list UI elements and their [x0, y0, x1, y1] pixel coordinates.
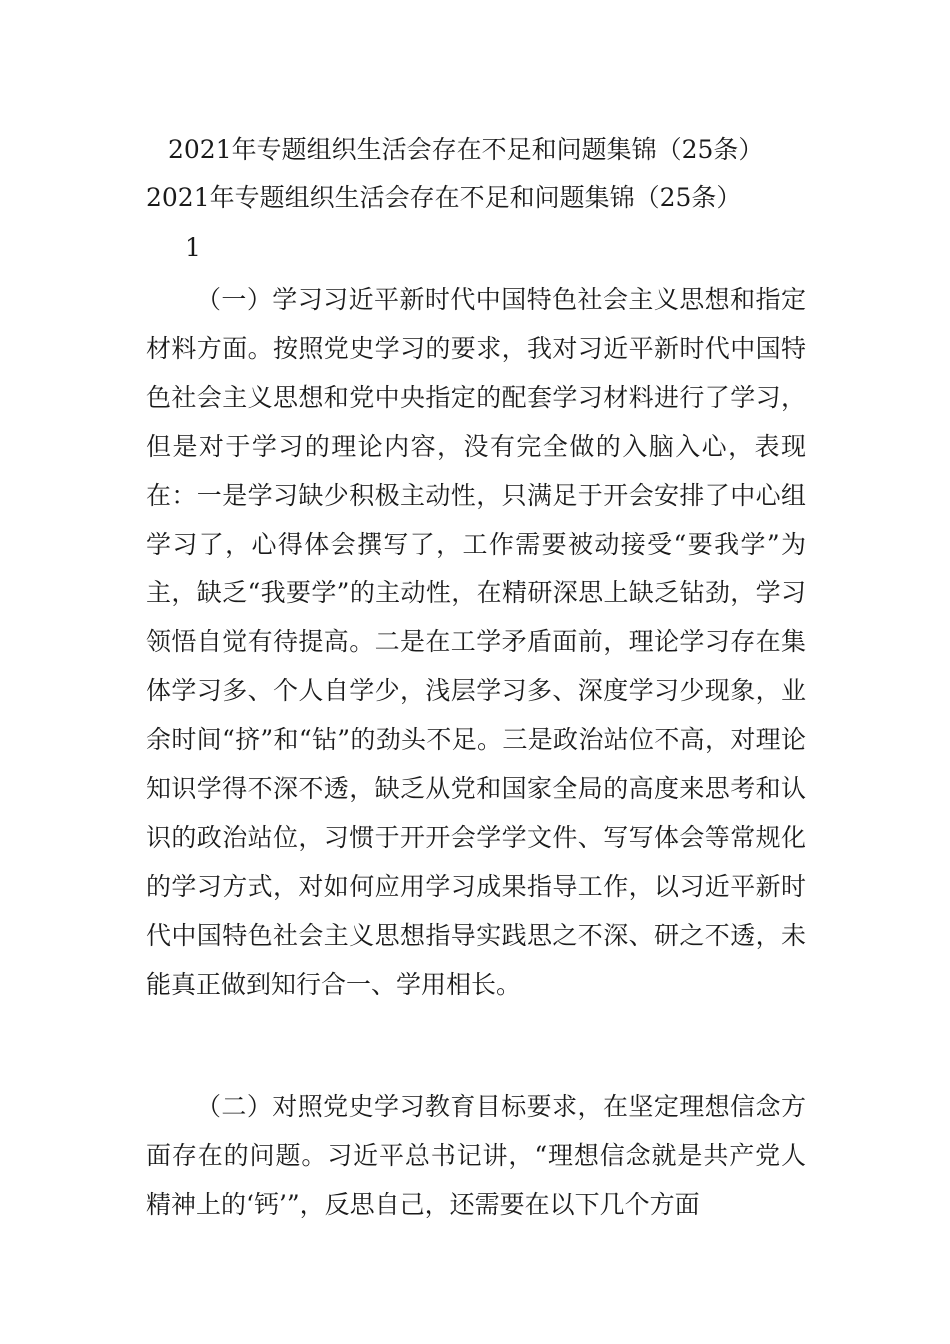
paragraph-study-thought: （一）学习习近平新时代中国特色社会主义思想和指定材料方面。按照党史学习的要求，我对习近平新时代中国特色社会主义思想和党中央指定的配套学习材料进行了学习，但是对于学习的理论内容，没有完全做的入脑入心，表现在：一是学习缺少积极主动性，只满足于开会安排了中心组学习了，心得体会撰写了，工作需要被动接受“要我学”为主，缺乏“我要学”的主动性，在精研深思上缺乏钻劲，学习领悟自觉有待提高。二是在工学矛盾面前，理论学习存在集体学习多、个人自学少，浅层学习多、深度学习少现象，业余时间“挤”和“钻”的劲头不足。三是政治站位不高，对理论知识学得不深不透，缺乏从党和国家全局的高度来思考和认识的政治站位，习惯于开开会学学文件、写写体会等常规化的学习方式，对如何应用学习成果指导工作，以习近平新时代中国特色社会主义思想指导实践思之不深、研之不透，未能真正做到知行合一、学用相长。 [146, 285, 806, 999]
paragraph-ideals-beliefs: （二）对照党史学习教育目标要求，在坚定理想信念方面存在的问题。习近平总书记讲，“理想信念就是共产党人精神上的‘钙’”，反思自己，还需要在以下几个方面 [146, 1092, 806, 1219]
document-title: 2021年专题组织生活会存在不足和问题集锦（25条） [168, 135, 764, 164]
document-title-repeat: 2021年专题组织生活会存在不足和问题集锦（25条） [146, 183, 742, 212]
section-number: 1 [185, 233, 201, 262]
